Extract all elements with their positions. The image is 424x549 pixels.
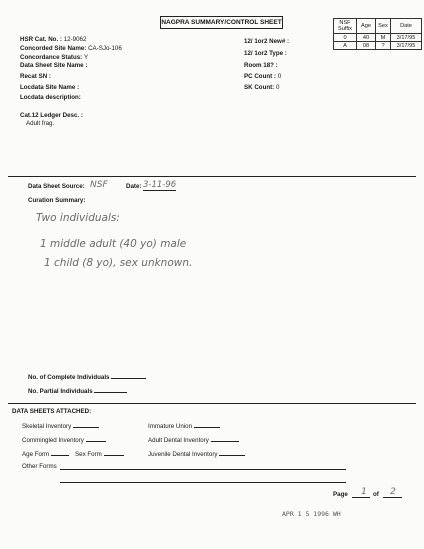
curation-note-line: Two individuals: [36, 212, 120, 224]
sex-form-field [75, 449, 124, 458]
other-forms-line [60, 482, 346, 483]
juvenile-dental-inventory-blank [219, 449, 245, 456]
partial-individuals-field [28, 386, 127, 395]
adult-dental-inventory-blank [211, 435, 239, 442]
date-cell: 3/17/95 [391, 42, 422, 50]
other-forms-line [60, 469, 346, 470]
source-value: NSF [90, 180, 108, 190]
suffix-header-nsf: NSF Suffix [334, 19, 357, 34]
type-label: 12/ 1or2 Type : [244, 50, 287, 57]
suffix-header-age: Age [357, 19, 376, 34]
commingled-inventory-field [22, 435, 106, 444]
juvenile-dental-inventory-label: Juvenile Dental Inventory [148, 451, 218, 458]
sex-form-label: Sex Form [75, 451, 102, 458]
curation-label: Curation Summary: [28, 197, 86, 204]
source-label: Data Sheet Source: [28, 183, 85, 190]
complete-individuals-field [28, 372, 146, 381]
ledger-value: Adult frag. [26, 120, 55, 127]
hsr-cat-value: 12-9062 [63, 36, 87, 43]
date-underline [143, 190, 176, 191]
commingled-inventory-blank [86, 435, 106, 442]
commingled-inventory-label: Commingled Inventory [22, 437, 84, 444]
page-label: Page [333, 491, 348, 498]
partial-individuals-blank [94, 386, 127, 393]
table-row [334, 34, 422, 42]
skeletal-inventory-label: Skeletal Inventory [22, 423, 72, 430]
received-stamp: APR 1 5 1996 WH [282, 510, 341, 518]
page-value: 1 [361, 487, 367, 497]
immature-union-field [148, 421, 220, 430]
pc-count-label: PC Count : [244, 73, 276, 80]
table-row [334, 42, 422, 50]
section-divider [8, 403, 416, 404]
immature-union-label: Immature Union [148, 423, 193, 430]
curation-note-line: 1 child (8 yo), sex unknown. [44, 257, 193, 269]
complete-individuals-label: No. of Complete Individuals [28, 374, 110, 381]
locdata-site-label: Locdata Site Name : [20, 84, 80, 91]
sk-count-label: SK Count: [244, 84, 275, 91]
curation-note-line: 1 middle adult (40 yo) male [40, 238, 187, 250]
partial-individuals-label: No. Partial Individuals [28, 388, 93, 395]
sheet-title: NAGPRA SUMMARY/CONTROL SHEET [160, 16, 283, 29]
pc-count-field [244, 73, 281, 80]
date-value: 3-11-96 [143, 180, 177, 190]
hsr-cat-label: HSR Cat. No. : [20, 36, 62, 43]
skeletal-inventory-field [22, 421, 99, 430]
date-cell: 3/17/95 [391, 34, 422, 42]
room-label: Room 18? : [244, 62, 278, 69]
adult-dental-inventory-label: Adult Dental Inventory [148, 437, 209, 444]
concorded-site-value: CA-SJo-106 [88, 45, 122, 52]
age-cell: 08 [357, 42, 376, 50]
age-form-field [22, 449, 69, 458]
concordance-field [20, 54, 88, 61]
suffix-cell: 0 [334, 34, 357, 42]
sex-cell: ? [376, 42, 391, 50]
concordance-label: Concordance Status: [20, 54, 83, 61]
ledger-label: Cat.12 Ledger Desc. : [20, 112, 83, 119]
recat-label: Recat SN : [20, 73, 51, 80]
immature-union-blank [194, 421, 220, 428]
section-divider [8, 176, 416, 177]
suffix-table-header [334, 19, 422, 34]
complete-individuals-blank [111, 372, 146, 379]
concorded-site-label: Concorded Site Name: [20, 45, 87, 52]
of-underline [383, 497, 402, 498]
locdata-desc-label: Locdata description: [20, 94, 81, 101]
suffix-table [333, 18, 422, 50]
skeletal-inventory-blank [73, 421, 99, 428]
pc-count-value: 0 [277, 73, 282, 80]
juvenile-dental-inventory-field [148, 449, 245, 458]
age-cell: 40 [357, 34, 376, 42]
attached-heading: DATA SHEETS ATTACHED: [12, 408, 92, 415]
page-underline [352, 497, 370, 498]
sk-count-value: 0 [275, 84, 280, 91]
suffix-header-sex: Sex [376, 19, 391, 34]
other-forms-label: Other Forms [22, 463, 57, 470]
data-sheet-site-label: Data Sheet Site Name : [20, 62, 88, 69]
date-label: Date: [126, 183, 142, 190]
of-value: 2 [390, 487, 396, 497]
sk-count-field [244, 84, 279, 91]
concorded-site-field [20, 45, 122, 52]
hsr-cat-field [20, 36, 86, 43]
suffix-cell: A [334, 42, 357, 50]
sex-cell: M [376, 34, 391, 42]
adult-dental-inventory-field [148, 435, 239, 444]
concordance-value: Y [83, 54, 89, 61]
suffix-header-date: Date [391, 19, 422, 34]
age-form-label: Age Form [22, 451, 50, 458]
new-number-label: 12/ 1or2 New# : [244, 38, 290, 45]
sex-form-blank [104, 449, 124, 456]
of-label: of [373, 491, 379, 498]
age-form-blank [51, 449, 69, 456]
